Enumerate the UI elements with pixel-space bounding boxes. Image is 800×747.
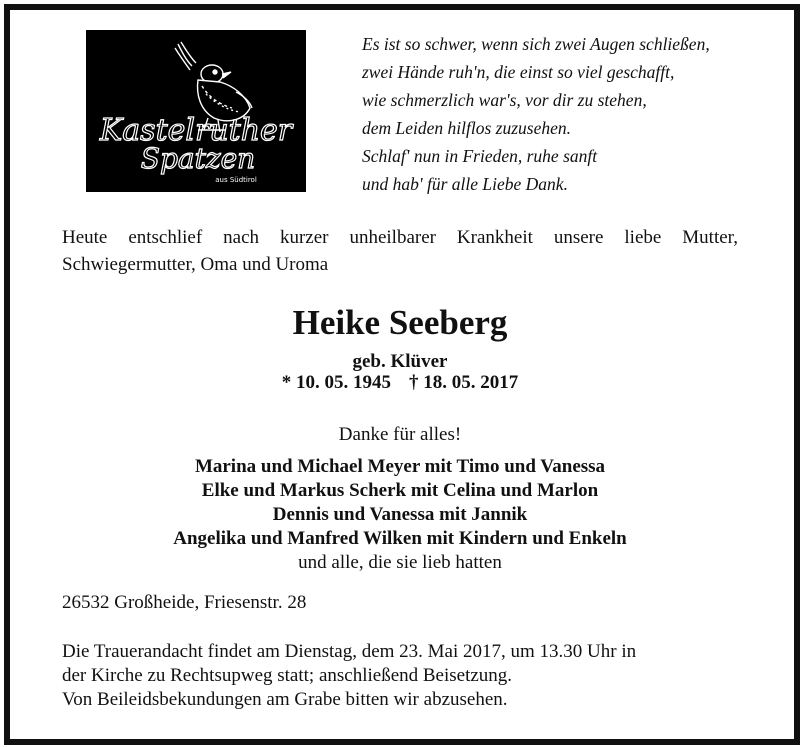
life-dates xyxy=(0,372,800,394)
intro-text: Heute entschlief nach kurzer unheilbarer Krankheit unsere liebe Mutter, Schwiegermutter, Oma und Uroma xyxy=(62,227,738,275)
logo-line1: Kastelruther xyxy=(99,113,293,148)
address: 26532 Großheide, Friesenstr. 28 xyxy=(62,592,307,613)
service-line: der Kirche zu Rechtsupweg statt; anschließend Beisetzung. xyxy=(62,665,513,686)
sparrow-logo-image xyxy=(86,30,306,192)
all-who-loved: und alle, die sie lieb hatten xyxy=(298,552,502,573)
band-logo xyxy=(86,30,306,192)
service-info xyxy=(62,640,742,712)
mourners-list xyxy=(0,455,800,551)
service-line: Von Beileidsbekundungen am Grabe bitten wir abzusehen. xyxy=(62,689,508,710)
mourner-line: Elke und Markus Scherk mit Celina und Marlon xyxy=(201,480,599,501)
logo-line2: Spatzen xyxy=(140,142,256,175)
poem-line: wie schmerzlich war's, vor dir zu stehen, xyxy=(362,90,647,110)
poem-line: Schlaf' nun in Frieden, ruhe sanft xyxy=(362,146,598,166)
poem-line: zwei Hände ruh'n, die einst so viel geschafft, xyxy=(362,62,675,82)
poem-line: Es ist so schwer, wenn sich zwei Augen schließen, xyxy=(362,34,710,54)
death-date: † 18. 05. 2017 xyxy=(409,372,519,393)
birth-date: * 10. 05. 1945 xyxy=(281,372,391,393)
service-line: Die Trauerandacht findet am Dienstag, dem 23. Mai 2017, um 13.30 Uhr in xyxy=(62,641,637,662)
mourner-line: Marina und Michael Meyer mit Timo und Vanessa xyxy=(194,456,606,477)
birth-name: geb. Klüver xyxy=(352,351,448,372)
deceased-name: Heike Seeberg xyxy=(292,303,508,342)
mourner-line: Dennis und Vanessa mit Jannik xyxy=(272,504,528,525)
thanks-text: Danke für alles! xyxy=(338,424,462,445)
memorial-poem xyxy=(362,30,762,198)
poem-line: dem Leiden hilflos zuzusehen. xyxy=(362,118,572,138)
logo-tagline: aus Südtirol xyxy=(215,176,257,184)
mourner-line: Angelika und Manfred Wilken mit Kindern und Enkeln xyxy=(173,528,627,549)
poem-line: und hab' für alle Liebe Dank. xyxy=(362,174,568,194)
